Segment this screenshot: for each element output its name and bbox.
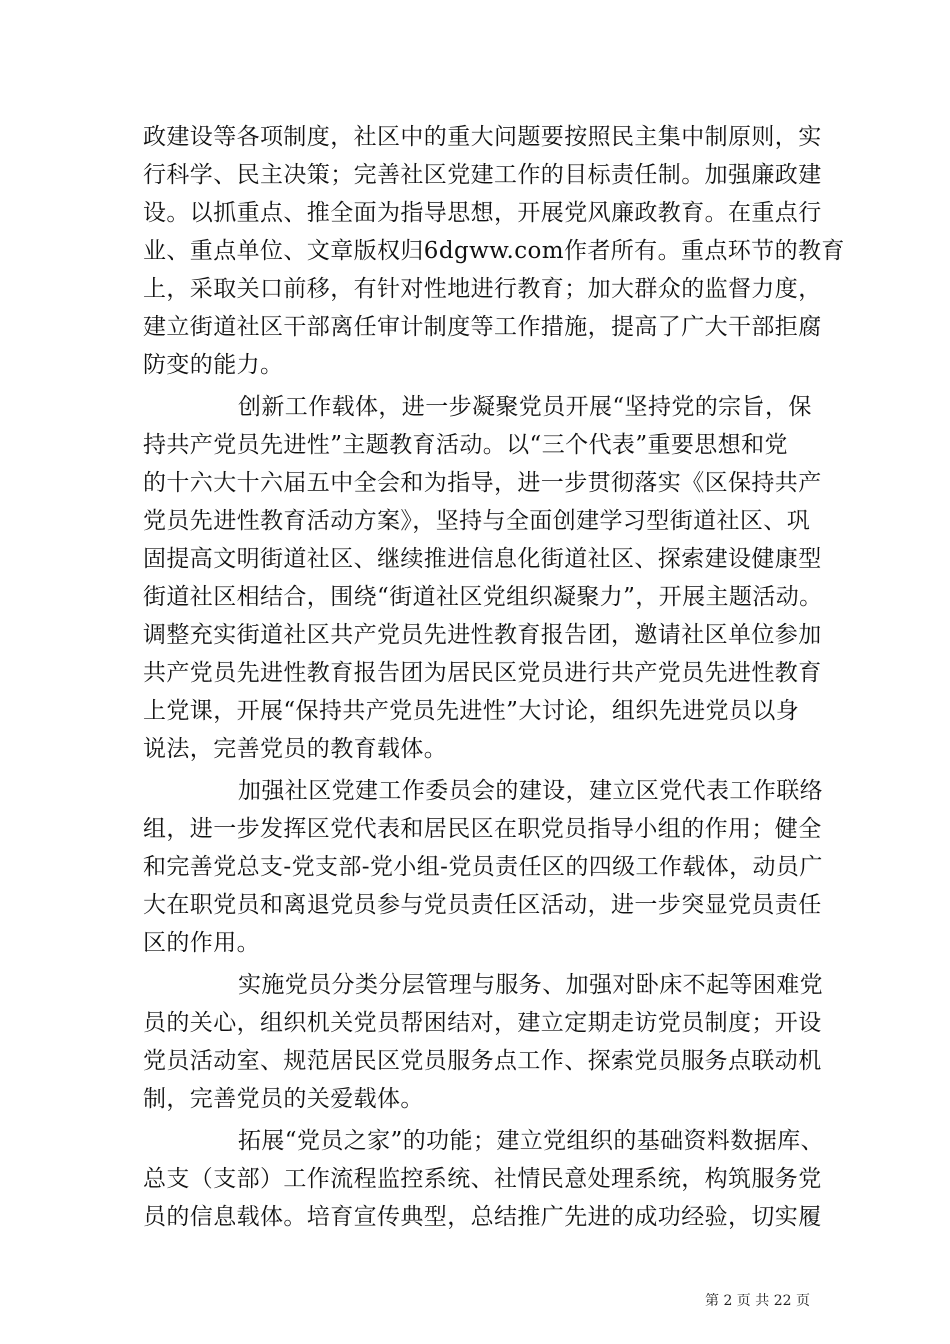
text-line: 设。以抓重点、推全面为指导思想，开展党风廉政教育。在重点行 [143, 200, 822, 226]
text-line: 员的关心，组织机关党员帮困结对，建立定期走访党员制度；开设 [143, 1010, 822, 1036]
text-line: 上党课，开展“保持共产党员先进性”大讨论，组织先进党员以身 [143, 698, 800, 724]
text-line: 共产党员先进性教育报告团为居民区党员进行共产党员先进性教育 [143, 660, 822, 686]
paragraph-start: 实施党员分类分层管理与服务、加强对卧床不起等困难党 [238, 972, 823, 998]
text-line: 大在职党员和离退党员参与党员责任区活动，进一步突显党员责任 [143, 892, 822, 918]
text-line: 政建设等各项制度，社区中的重大问题要按照民主集中制原则，实 [143, 124, 822, 150]
text-line: 说法，完善党员的教育载体。 [143, 736, 448, 762]
text-line: 和完善党总支-党支部-党小组-党员责任区的四级工作载体，动员广 [143, 854, 823, 880]
text-line: 制，完善党员的关爱载体。 [143, 1086, 424, 1112]
text-line: 持共产党员先进性”主题教育活动。以“三个代表”重要思想和党 [143, 432, 788, 458]
text-line: 固提高文明街道社区、继续推进信息化街道社区、探索建设健康型 [143, 546, 822, 572]
text-line: 的十六大十六届五中全会和为指导，进一步贯彻落实《区保持共产 [143, 470, 822, 496]
text-line: 员的信息载体。培育宣传典型，总结推广先进的成功经验，切实履 [143, 1204, 822, 1230]
text-line: 防变的能力。 [143, 352, 284, 378]
text-line: 党员活动室、规范居民区党员服务点工作、探索党员服务点联动机 [143, 1048, 822, 1074]
page-number-footer: 第 2 页 共 22 页 [705, 1293, 810, 1309]
paragraph-start: 加强社区党建工作委员会的建设，建立区党代表工作联络 [238, 778, 823, 804]
text-line: 业、重点单位、文章版权归6dgww.com作者所有。重点环节的教育 [143, 238, 845, 264]
text-line: 党员先进性教育活动方案》，坚持与全面创建学习型街道社区、巩 [143, 508, 811, 534]
text-line: 建立街道社区干部离任审计制度等工作措施，提高了广大干部拒腐 [143, 314, 822, 340]
text-line: 组，进一步发挥区党代表和居民区在职党员指导小组的作用；健全 [143, 816, 822, 842]
text-line: 街道社区相结合，围绕“街道社区党组织凝聚力”，开展主题活动。 [143, 584, 823, 610]
text-line: 区的作用。 [143, 930, 260, 956]
paragraph-start: 拓展“党员之家”的功能；建立党组织的基础资料数据库、 [238, 1128, 824, 1154]
text-line: 上，采取关口前移，有针对性地进行教育；加大群众的监督力度， [143, 276, 822, 302]
text-line: 行科学、民主决策；完善社区党建工作的目标责任制。加强廉政建 [143, 162, 822, 188]
text-line: 调整充实街道社区共产党员先进性教育报告团，邀请社区单位参加 [143, 622, 822, 648]
text-line: 总支（支部）工作流程监控系统、社情民意处理系统，构筑服务党 [143, 1166, 822, 1192]
paragraph-start: 创新工作载体，进一步凝聚党员开展“坚持党的宗旨，保 [238, 394, 812, 420]
